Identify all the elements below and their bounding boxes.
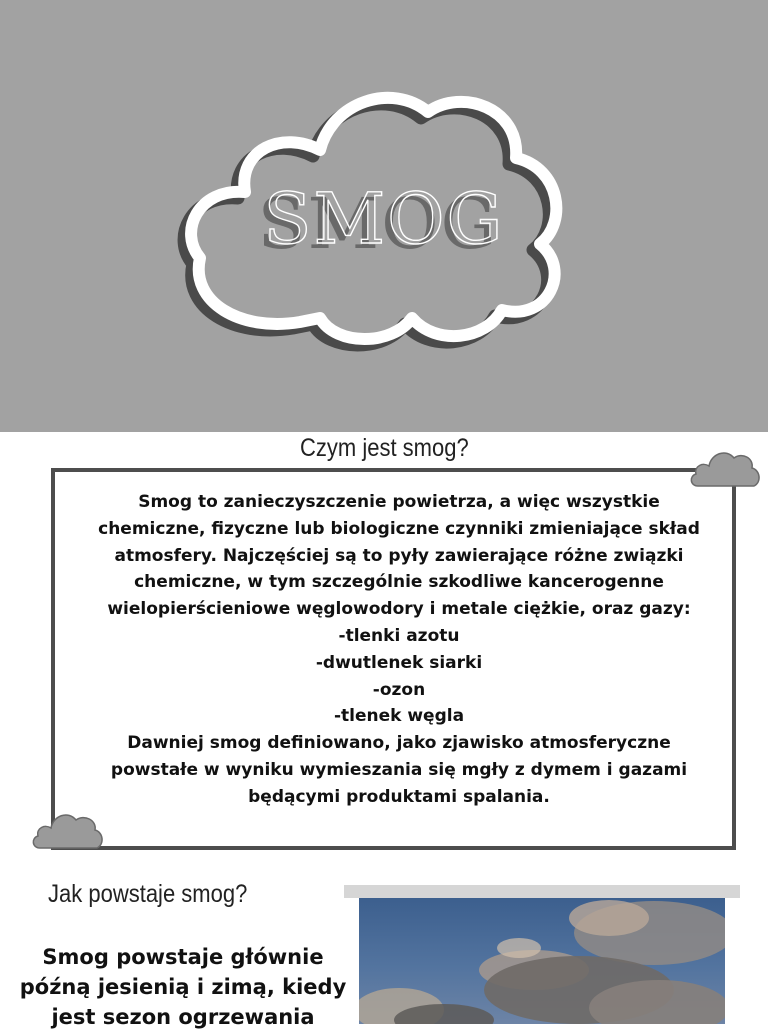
- cloud-icon: [30, 804, 108, 854]
- section-heading-what-is-smog: Czym jest smog?: [300, 434, 469, 462]
- definition-list-item: -tlenek węgla: [333, 706, 465, 727]
- definition-line: powstałe w wyniku wymieszania się mgły z dymem i gazami: [110, 759, 688, 780]
- photo-frame-bar: [344, 885, 740, 898]
- formation-line: późną jesienią i zimą, kiedy: [19, 975, 347, 999]
- formation-text: [14, 942, 352, 1032]
- section-heading-how-smog-forms: Jak powstaje smog?: [48, 880, 248, 908]
- definition-list-item: -ozon: [372, 679, 426, 700]
- definition-line: Dawniej smog definiowano, jako zjawisko atmosferyczne: [127, 733, 671, 754]
- definition-line: chemiczne, w tym szczególnie szkodliwe kancerogenne: [134, 572, 664, 593]
- definition-text: [74, 489, 724, 811]
- definition-line: Smog to zanieczyszczenie powietrza, a więc wszystkie: [138, 492, 660, 512]
- definition-list-item: -tlenki azotu: [338, 625, 460, 646]
- definition-line: wielopierścieniowe węglowodory i metale ciężkie, oraz gazy:: [107, 599, 691, 620]
- cloud-icon: [688, 444, 764, 492]
- hero-title: SMOG: [263, 178, 505, 260]
- hero-banner: [0, 0, 768, 432]
- formation-line: jest sezon ogrzewania: [51, 1005, 315, 1029]
- smog-sky-photo: [359, 898, 725, 1024]
- definition-line: atmosfery. Najczęściej są to pyły zawierające różne związki: [114, 545, 684, 566]
- sky-clouds-image: [359, 898, 725, 1024]
- formation-line: Smog powstaje głównie: [42, 945, 324, 969]
- definition-line: chemiczne, fizyczne lub biologiczne czynniki zmieniające skład: [98, 518, 700, 539]
- definition-list-item: -dwutlenek siarki: [315, 652, 483, 673]
- definition-line: będącymi produktami spalania.: [248, 786, 550, 807]
